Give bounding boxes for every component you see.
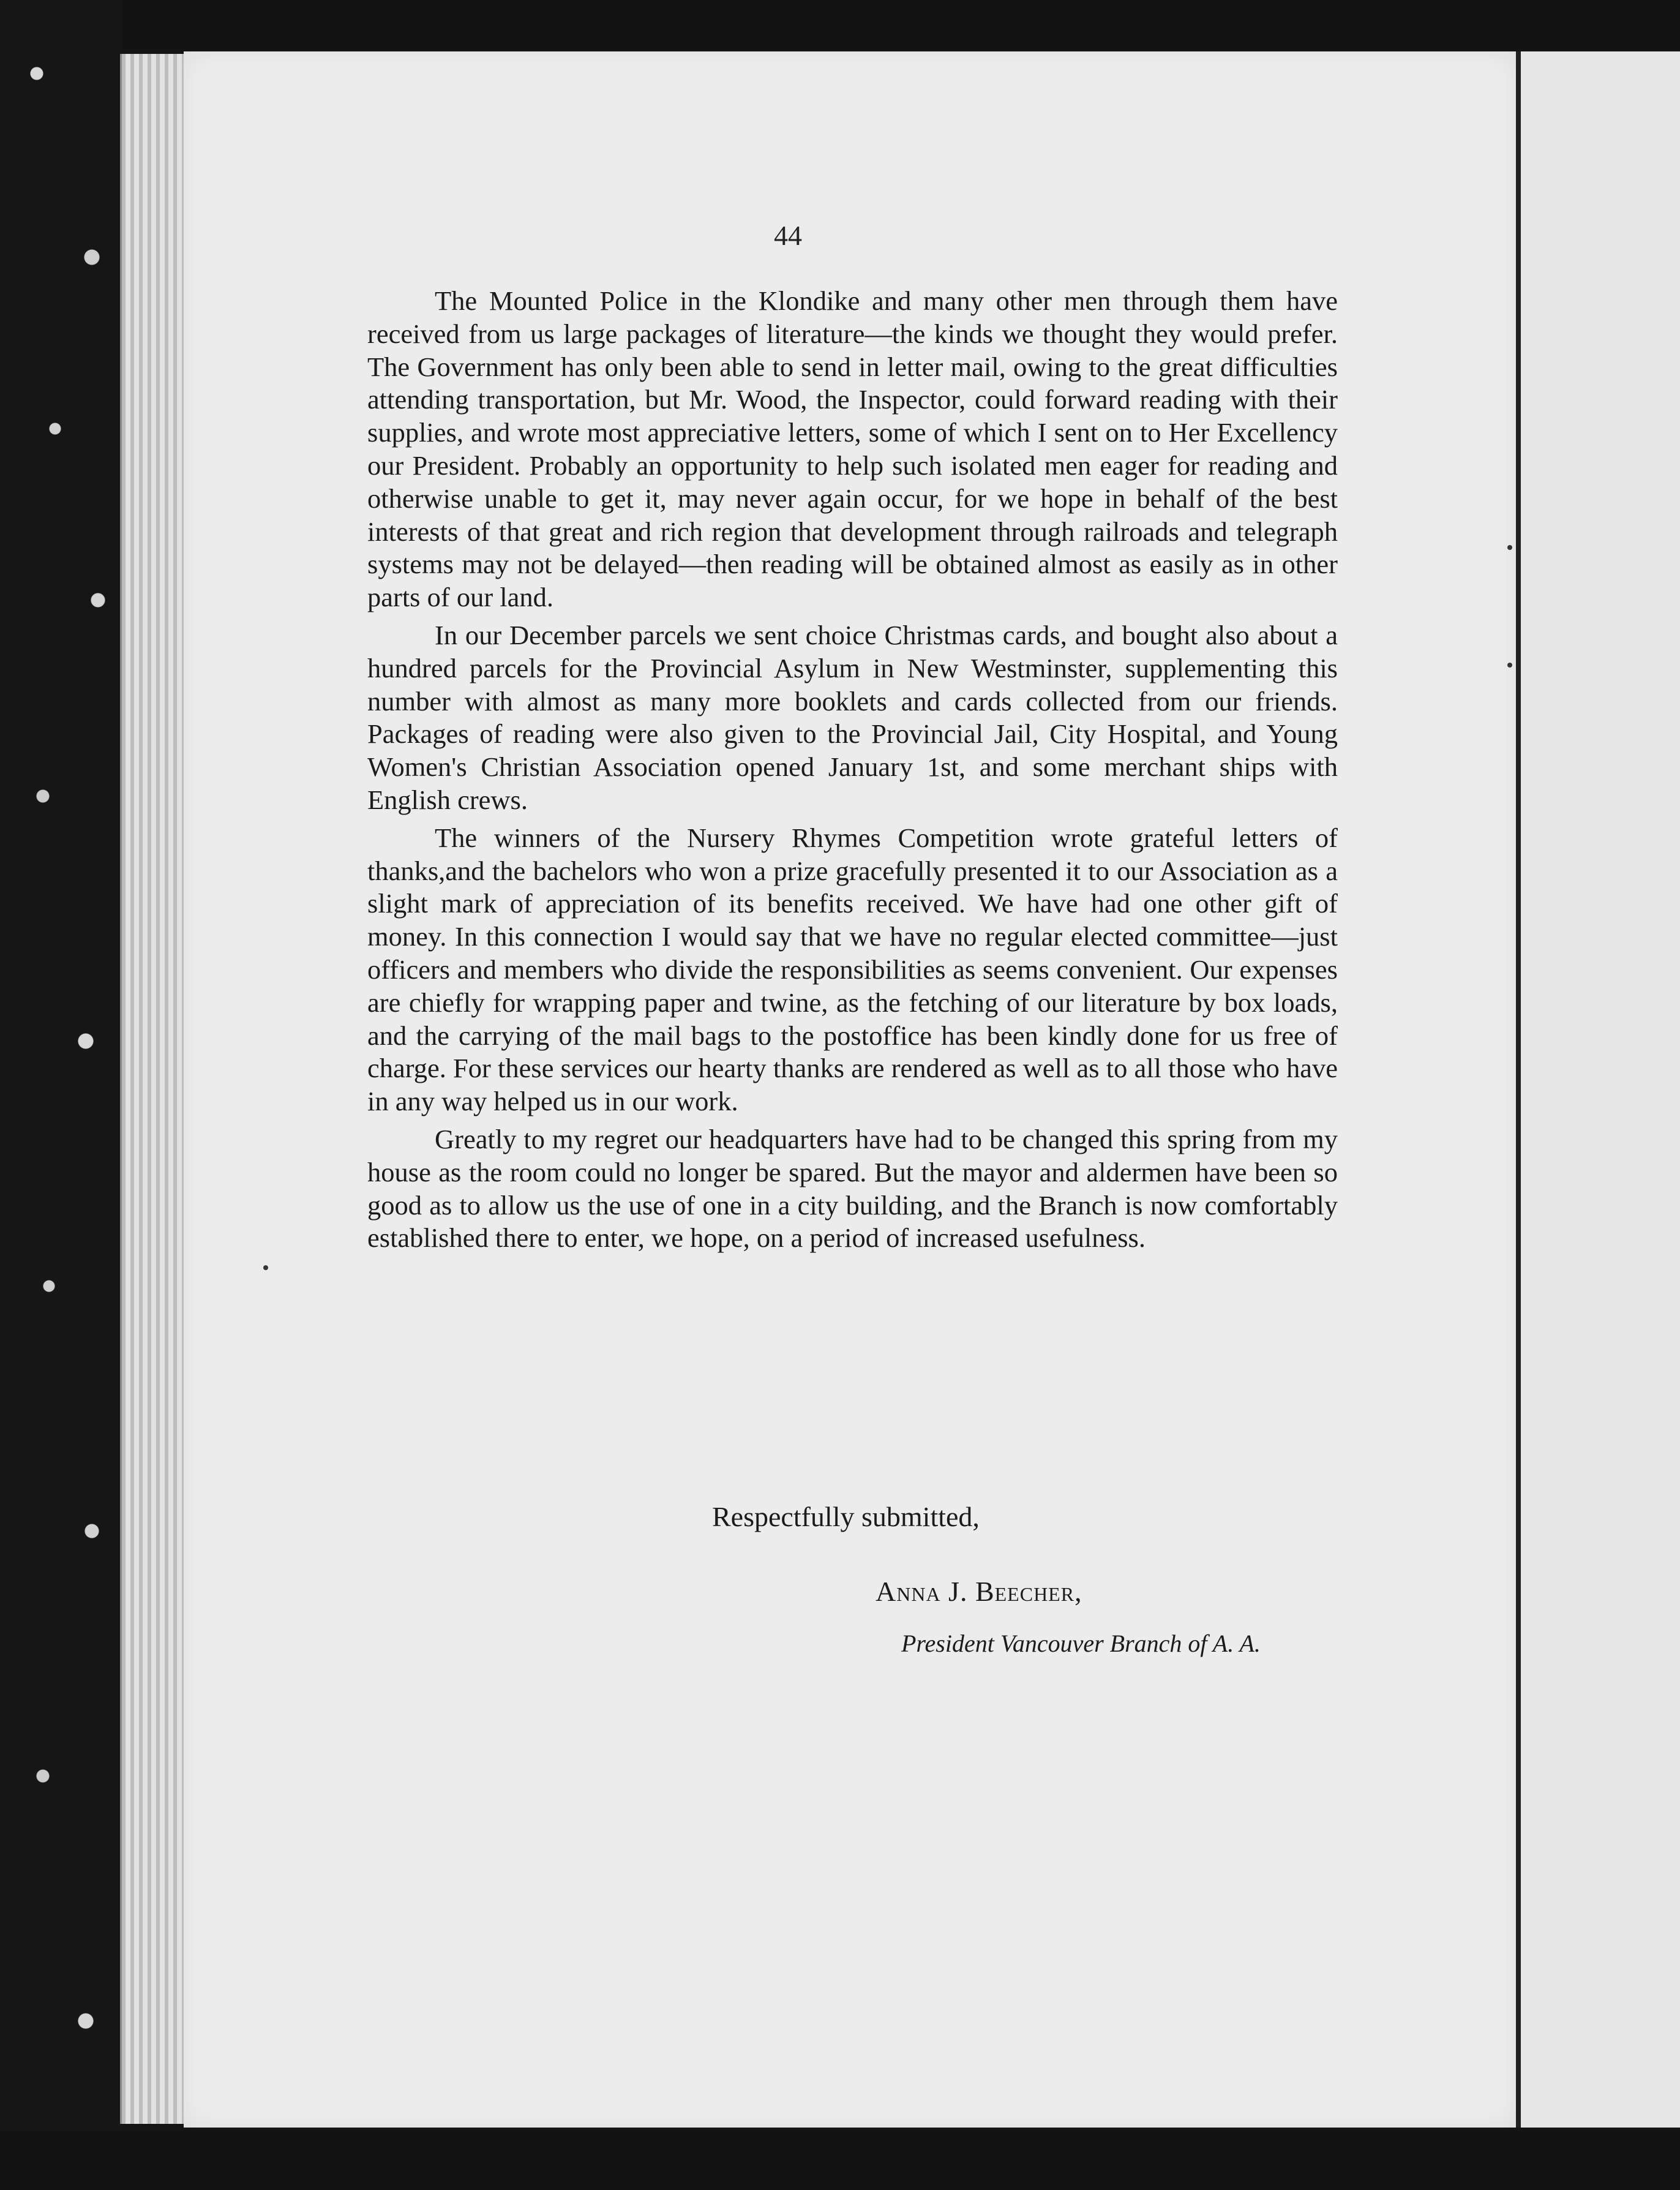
- signature-title: President Vancouver Branch of A. A.: [901, 1630, 1261, 1657]
- facing-page-edge: [1521, 51, 1680, 2128]
- paragraph-4: Greatly to my regret our headquarters have had to be changed this spring from my house as the room could no longer be spared. But the mayor and aldermen have been so good as to allow us the use of one in a city building, and the Branch is now comfortably established there to enter, we hope, on a period of increased usefulness.: [367, 1123, 1338, 1254]
- paragraph-2: In our December parcels we sent choice Christmas cards, and bought also about a hundred parcels for the Provincial Asylum in New Westminster, supplementing this number with almost as many more booklets and cards collected from our friends. Packages of reading were also given to the Provincial Jail, City Hospital, and Young Women's Christian Association opened January 1st, and some merchant ships with English crews.: [367, 619, 1338, 815]
- scan-bottom-border: [0, 2131, 1680, 2190]
- body-text: [367, 285, 1338, 1260]
- page-edges: [120, 54, 189, 2124]
- ink-speck: [1507, 663, 1512, 668]
- scan-top-border: [0, 0, 1680, 49]
- signature-name: Anna J. Beecher,: [876, 1576, 1082, 1607]
- book-cover-edge: [0, 0, 122, 2190]
- ink-speck: [1507, 545, 1512, 550]
- ink-speck: [263, 1265, 268, 1270]
- page-number: 44: [774, 220, 802, 251]
- paragraph-3: The winners of the Nursery Rhymes Competition wrote grateful letters of thanks,and the bachelors who won a prize gracefully presented it to our Association as a slight mark of appreciation of its benefits received. We have had one other gift of money. In this connection I would say that we have no regular elected committee—just officers and members who divide the responsibilities as seems convenient. Our expenses are chiefly for wrapping paper and twine, as the fetching of our literature by box loads, and the carrying of the mail bags to the postoffice has been kindly done for us free of charge. For these services our hearty thanks are rendered as well as to all those who have in any way helped us in our work.: [367, 822, 1338, 1117]
- closing-line: Respectfully submitted,: [712, 1501, 980, 1532]
- paragraph-1: The Mounted Police in the Klondike and many other men through them have received from us large packages of literature—the kinds we thought they would prefer. The Government has only been able to send in letter mail, owing to the great difficulties attending transportation, but Mr. Wood, the Inspector, could forward reading with their supplies, and wrote most appreciative letters, some of which I sent on to Her Excellency our President. Probably an opportunity to help such isolated men eager for reading and otherwise unable to get it, may never again occur, for we hope in behalf of the best interests of that great and rich region that development through railroads and telegraph systems may not be delayed—then reading will be obtained almost as easily as in other parts of our land.: [367, 285, 1338, 613]
- book-gutter: [1516, 51, 1521, 2128]
